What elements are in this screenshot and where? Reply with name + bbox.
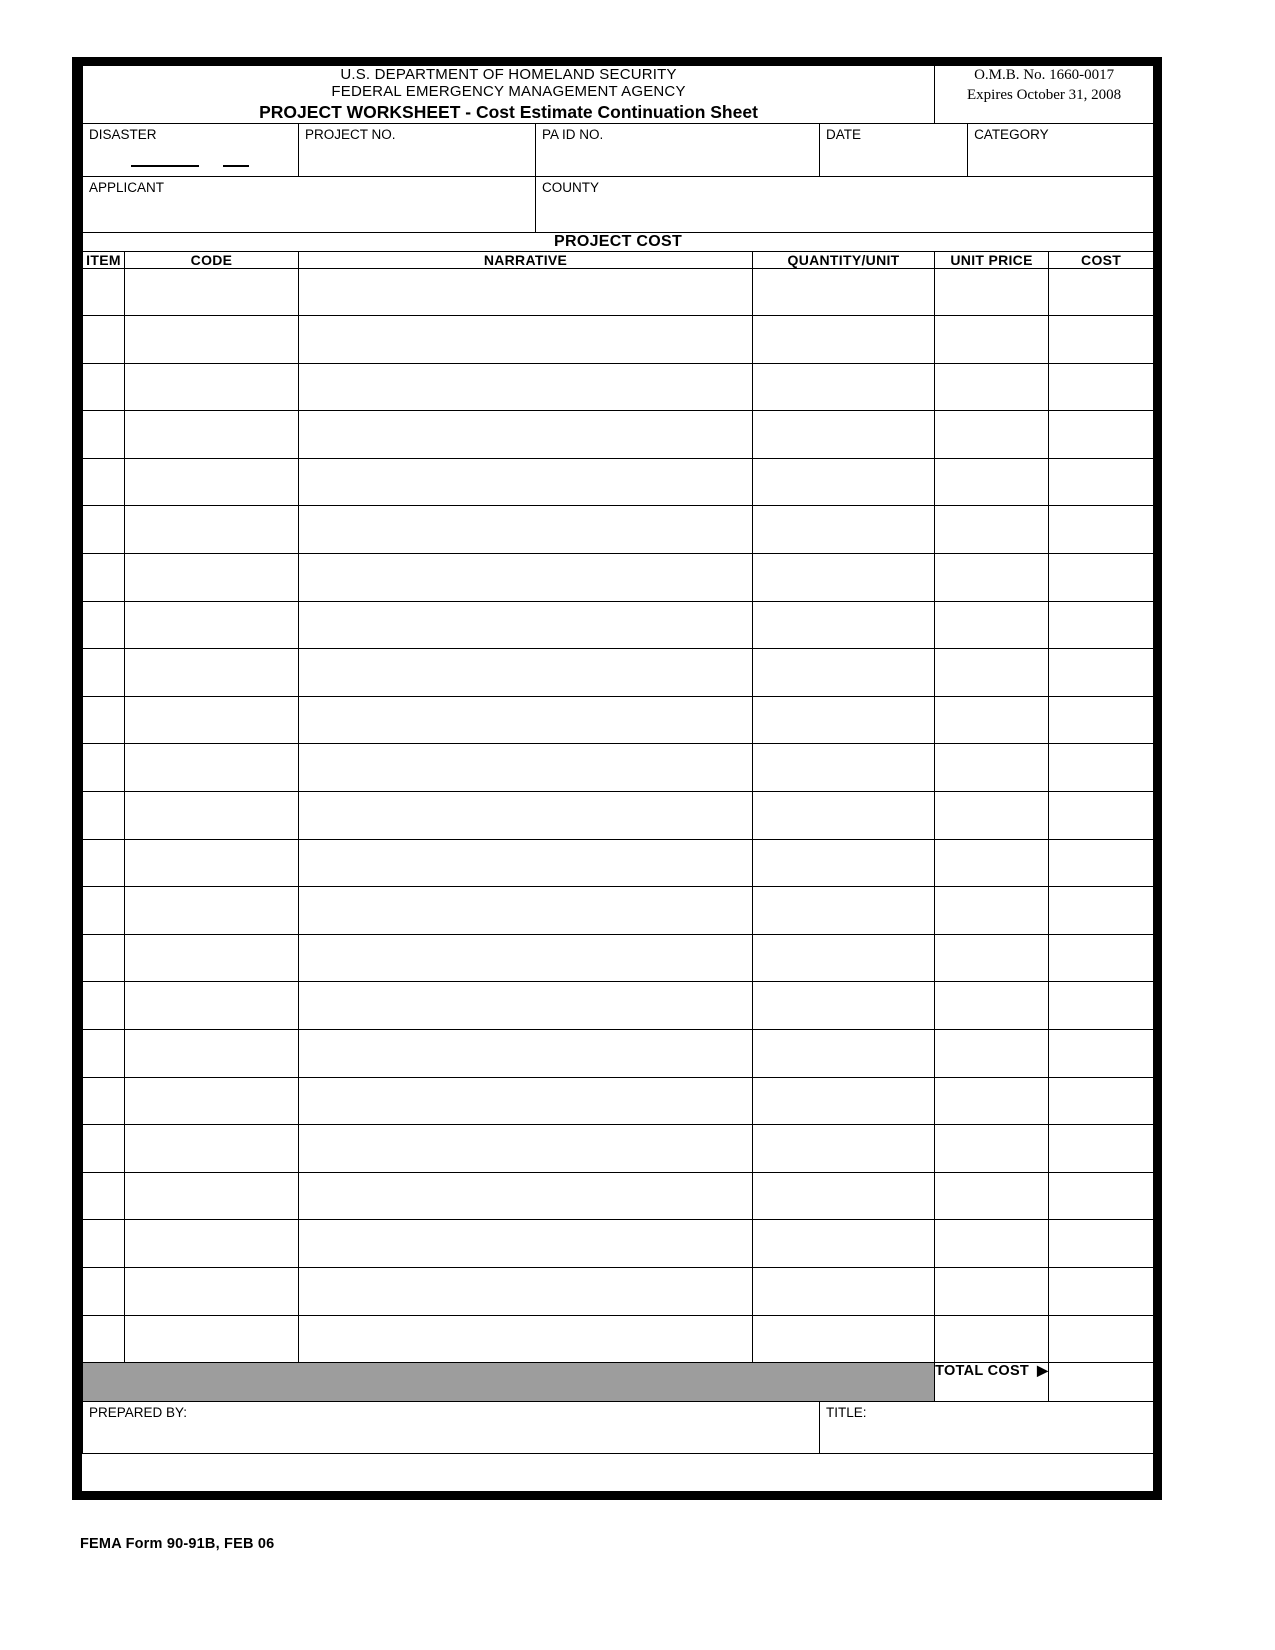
cell-unit-price[interactable] bbox=[935, 411, 1049, 459]
disaster-blank-long bbox=[131, 165, 199, 167]
table-row bbox=[83, 1220, 1154, 1268]
cell-unit-price[interactable] bbox=[935, 744, 1049, 792]
cell-quantity-unit[interactable] bbox=[753, 1030, 935, 1078]
identification-row bbox=[83, 123, 1154, 176]
signature-row bbox=[83, 1402, 1154, 1454]
county-field[interactable] bbox=[536, 176, 1154, 232]
cell-quantity-unit[interactable] bbox=[753, 601, 935, 649]
cell-unit-price[interactable] bbox=[935, 1267, 1049, 1315]
cell-item[interactable] bbox=[83, 1077, 125, 1125]
cell-code[interactable] bbox=[125, 839, 299, 887]
cell-item[interactable] bbox=[83, 1125, 125, 1173]
cell-code[interactable] bbox=[125, 887, 299, 935]
cell-code[interactable] bbox=[125, 1267, 299, 1315]
cell-quantity-unit[interactable] bbox=[753, 363, 935, 411]
cell-code[interactable] bbox=[125, 982, 299, 1030]
project-cost-title: PROJECT COST bbox=[83, 232, 1154, 251]
cell-quantity-unit[interactable] bbox=[753, 982, 935, 1030]
cell-code[interactable] bbox=[125, 1125, 299, 1173]
omb-expiration: Expires October 31, 2008 bbox=[967, 86, 1122, 103]
cell-unit-price[interactable] bbox=[935, 839, 1049, 887]
category-label: CATEGORY bbox=[974, 126, 1049, 142]
cell-unit-price[interactable] bbox=[935, 316, 1049, 364]
cell-quantity-unit[interactable] bbox=[753, 316, 935, 364]
table-row bbox=[83, 601, 1154, 649]
cell-code[interactable] bbox=[125, 1172, 299, 1220]
column-header-item: ITEM bbox=[83, 251, 125, 268]
total-cost-text: TOTAL COST bbox=[935, 1363, 1030, 1380]
cell-cost[interactable] bbox=[1049, 887, 1154, 935]
cell-item[interactable] bbox=[83, 458, 125, 506]
cell-cost[interactable] bbox=[1049, 839, 1154, 887]
table-row bbox=[83, 506, 1154, 554]
cell-unit-price[interactable] bbox=[935, 363, 1049, 411]
cell-item[interactable] bbox=[83, 1172, 125, 1220]
table-row bbox=[83, 554, 1154, 602]
pa-id-no-field[interactable] bbox=[536, 123, 820, 176]
cell-cost[interactable] bbox=[1049, 1172, 1154, 1220]
cell-unit-price[interactable] bbox=[935, 982, 1049, 1030]
project-cost-band-row bbox=[83, 232, 1154, 251]
cell-quantity-unit[interactable] bbox=[753, 744, 935, 792]
cell-code[interactable] bbox=[125, 506, 299, 554]
disaster-blank-short bbox=[223, 165, 249, 167]
cell-cost[interactable] bbox=[1049, 934, 1154, 982]
total-cost-arrow-icon: ▶ bbox=[1037, 1362, 1049, 1379]
cell-cost[interactable] bbox=[1049, 1030, 1154, 1078]
cell-code[interactable] bbox=[125, 1077, 299, 1125]
cell-cost[interactable] bbox=[1049, 1267, 1154, 1315]
cell-cost[interactable] bbox=[1049, 649, 1154, 697]
table-row bbox=[83, 1077, 1154, 1125]
agency-line-1: U.S. DEPARTMENT OF HOMELAND SECURITY bbox=[340, 66, 677, 83]
disaster-field[interactable] bbox=[83, 123, 299, 176]
cell-quantity-unit[interactable] bbox=[753, 1267, 935, 1315]
cell-quantity-unit[interactable] bbox=[753, 1172, 935, 1220]
cell-quantity-unit[interactable] bbox=[753, 649, 935, 697]
cell-narrative[interactable] bbox=[299, 316, 753, 364]
cell-unit-price[interactable] bbox=[935, 1315, 1049, 1363]
cell-item[interactable] bbox=[83, 411, 125, 459]
cell-quantity-unit[interactable] bbox=[753, 458, 935, 506]
cell-unit-price[interactable] bbox=[935, 792, 1049, 840]
cell-cost[interactable] bbox=[1049, 554, 1154, 602]
column-header-unit-price: UNIT PRICE bbox=[935, 251, 1049, 268]
cell-quantity-unit[interactable] bbox=[753, 411, 935, 459]
cell-cost[interactable] bbox=[1049, 411, 1154, 459]
cell-code[interactable] bbox=[125, 268, 299, 316]
cell-item[interactable] bbox=[83, 792, 125, 840]
table-row bbox=[83, 934, 1154, 982]
cell-item[interactable] bbox=[83, 1220, 125, 1268]
pa-id-no-label: PA ID NO. bbox=[542, 126, 604, 142]
cell-quantity-unit[interactable] bbox=[753, 1125, 935, 1173]
total-filler-strip bbox=[83, 1363, 935, 1402]
cell-item[interactable] bbox=[83, 696, 125, 744]
table-row bbox=[83, 411, 1154, 459]
cell-item[interactable] bbox=[83, 1315, 125, 1363]
cell-code[interactable] bbox=[125, 363, 299, 411]
cell-narrative[interactable] bbox=[299, 744, 753, 792]
cell-quantity-unit[interactable] bbox=[753, 696, 935, 744]
cell-narrative[interactable] bbox=[299, 1125, 753, 1173]
cell-item[interactable] bbox=[83, 649, 125, 697]
column-header-quantity-unit: QUANTITY/UNIT bbox=[753, 251, 935, 268]
cell-cost[interactable] bbox=[1049, 1125, 1154, 1173]
cell-item[interactable] bbox=[83, 363, 125, 411]
column-header-cost: COST bbox=[1049, 251, 1154, 268]
cell-narrative[interactable] bbox=[299, 887, 753, 935]
cell-narrative[interactable] bbox=[299, 792, 753, 840]
table-row bbox=[83, 696, 1154, 744]
table-row bbox=[83, 792, 1154, 840]
prepared-by-label: PREPARED BY: bbox=[89, 1405, 188, 1421]
county-label: COUNTY bbox=[542, 179, 599, 195]
agency-header-cell bbox=[83, 66, 935, 124]
cell-quantity-unit[interactable] bbox=[753, 792, 935, 840]
omb-cell bbox=[935, 66, 1154, 124]
cell-unit-price[interactable] bbox=[935, 1220, 1049, 1268]
cell-cost[interactable] bbox=[1049, 1220, 1154, 1268]
table-row bbox=[83, 363, 1154, 411]
agency-line-2: FEDERAL EMERGENCY MANAGEMENT AGENCY bbox=[331, 83, 686, 101]
applicant-field[interactable] bbox=[83, 176, 536, 232]
cell-unit-price[interactable] bbox=[935, 601, 1049, 649]
cell-unit-price[interactable] bbox=[935, 458, 1049, 506]
total-cost-label bbox=[935, 1363, 1049, 1402]
cell-unit-price[interactable] bbox=[935, 1125, 1049, 1173]
cell-cost[interactable] bbox=[1049, 268, 1154, 316]
cell-item[interactable] bbox=[83, 1267, 125, 1315]
cell-quantity-unit[interactable] bbox=[753, 1077, 935, 1125]
cell-narrative[interactable] bbox=[299, 363, 753, 411]
cell-narrative[interactable] bbox=[299, 839, 753, 887]
cell-unit-price[interactable] bbox=[935, 1077, 1049, 1125]
cell-unit-price[interactable] bbox=[935, 1172, 1049, 1220]
cell-item[interactable] bbox=[83, 554, 125, 602]
cell-narrative[interactable] bbox=[299, 1172, 753, 1220]
cell-code[interactable] bbox=[125, 458, 299, 506]
table-row bbox=[83, 268, 1154, 316]
form-border-frame bbox=[72, 57, 1162, 1500]
cell-cost[interactable] bbox=[1049, 792, 1154, 840]
table-row bbox=[83, 744, 1154, 792]
applicant-label: APPLICANT bbox=[89, 179, 165, 195]
table-row bbox=[83, 1315, 1154, 1363]
cell-code[interactable] bbox=[125, 934, 299, 982]
cell-code[interactable] bbox=[125, 411, 299, 459]
date-field[interactable] bbox=[820, 123, 968, 176]
form-title: PROJECT WORKSHEET - Cost Estimate Continuation Sheet bbox=[259, 101, 758, 122]
table-row bbox=[83, 1172, 1154, 1220]
title-field[interactable] bbox=[820, 1402, 1154, 1454]
column-header-row bbox=[83, 251, 1154, 268]
cell-code[interactable] bbox=[125, 601, 299, 649]
cell-unit-price[interactable] bbox=[935, 696, 1049, 744]
cell-item[interactable] bbox=[83, 982, 125, 1030]
cell-item[interactable] bbox=[83, 887, 125, 935]
cell-cost[interactable] bbox=[1049, 316, 1154, 364]
column-header-narrative: NARRATIVE bbox=[299, 251, 753, 268]
table-row bbox=[83, 839, 1154, 887]
cell-unit-price[interactable] bbox=[935, 554, 1049, 602]
form-body bbox=[82, 65, 1153, 1491]
cell-cost[interactable] bbox=[1049, 601, 1154, 649]
omb-number: O.M.B. No. 1660-0017 bbox=[974, 67, 1115, 83]
cell-code[interactable] bbox=[125, 1220, 299, 1268]
cell-narrative[interactable] bbox=[299, 696, 753, 744]
cell-code[interactable] bbox=[125, 649, 299, 697]
cell-cost[interactable] bbox=[1049, 696, 1154, 744]
cell-item[interactable] bbox=[83, 839, 125, 887]
total-cost-value[interactable] bbox=[1049, 1363, 1154, 1402]
cell-quantity-unit[interactable] bbox=[753, 887, 935, 935]
cell-quantity-unit[interactable] bbox=[753, 506, 935, 554]
project-no-label: PROJECT NO. bbox=[305, 126, 396, 142]
cell-code[interactable] bbox=[125, 1030, 299, 1078]
cell-code[interactable] bbox=[125, 1315, 299, 1363]
category-field[interactable] bbox=[968, 123, 1154, 176]
cell-narrative[interactable] bbox=[299, 1077, 753, 1125]
cell-narrative[interactable] bbox=[299, 506, 753, 554]
table-row bbox=[83, 887, 1154, 935]
column-header-code: CODE bbox=[125, 251, 299, 268]
cell-item[interactable] bbox=[83, 601, 125, 649]
form-number-footer: FEMA Form 90-91B, FEB 06 bbox=[80, 1536, 275, 1552]
cell-cost[interactable] bbox=[1049, 1077, 1154, 1125]
disaster-label: DISASTER bbox=[89, 126, 157, 142]
total-cost-row bbox=[83, 1363, 1154, 1402]
cell-narrative[interactable] bbox=[299, 554, 753, 602]
cell-cost[interactable] bbox=[1049, 982, 1154, 1030]
table-row bbox=[83, 1030, 1154, 1078]
header-row bbox=[83, 66, 1154, 124]
cell-item[interactable] bbox=[83, 744, 125, 792]
date-label: DATE bbox=[826, 126, 862, 142]
cell-narrative[interactable] bbox=[299, 601, 753, 649]
cell-quantity-unit[interactable] bbox=[753, 268, 935, 316]
project-no-field[interactable] bbox=[299, 123, 536, 176]
cell-code[interactable] bbox=[125, 696, 299, 744]
cell-narrative[interactable] bbox=[299, 1315, 753, 1363]
cell-narrative[interactable] bbox=[299, 1220, 753, 1268]
cell-unit-price[interactable] bbox=[935, 887, 1049, 935]
table-row bbox=[83, 982, 1154, 1030]
title-label: TITLE: bbox=[826, 1405, 867, 1421]
cell-cost[interactable] bbox=[1049, 506, 1154, 554]
cell-unit-price[interactable] bbox=[935, 506, 1049, 554]
cell-narrative[interactable] bbox=[299, 982, 753, 1030]
table-row bbox=[83, 649, 1154, 697]
cell-code[interactable] bbox=[125, 744, 299, 792]
cell-narrative[interactable] bbox=[299, 649, 753, 697]
cell-unit-price[interactable] bbox=[935, 934, 1049, 982]
cell-cost[interactable] bbox=[1049, 363, 1154, 411]
cell-narrative[interactable] bbox=[299, 458, 753, 506]
table-row bbox=[83, 1267, 1154, 1315]
cell-code[interactable] bbox=[125, 316, 299, 364]
cell-unit-price[interactable] bbox=[935, 268, 1049, 316]
applicant-row bbox=[83, 176, 1154, 232]
cell-unit-price[interactable] bbox=[935, 649, 1049, 697]
cell-unit-price[interactable] bbox=[935, 1030, 1049, 1078]
table-row bbox=[83, 1125, 1154, 1173]
cell-narrative[interactable] bbox=[299, 268, 753, 316]
cell-item[interactable] bbox=[83, 316, 125, 364]
cell-item[interactable] bbox=[83, 268, 125, 316]
cell-item[interactable] bbox=[83, 1030, 125, 1078]
cell-quantity-unit[interactable] bbox=[753, 1220, 935, 1268]
table-row bbox=[83, 458, 1154, 506]
cell-quantity-unit[interactable] bbox=[753, 839, 935, 887]
cell-quantity-unit[interactable] bbox=[753, 934, 935, 982]
cell-narrative[interactable] bbox=[299, 1267, 753, 1315]
cell-code[interactable] bbox=[125, 554, 299, 602]
cell-quantity-unit[interactable] bbox=[753, 1315, 935, 1363]
cell-narrative[interactable] bbox=[299, 411, 753, 459]
table-row bbox=[83, 316, 1154, 364]
cell-cost[interactable] bbox=[1049, 458, 1154, 506]
cell-cost[interactable] bbox=[1049, 744, 1154, 792]
cell-code[interactable] bbox=[125, 792, 299, 840]
cell-item[interactable] bbox=[83, 506, 125, 554]
cell-quantity-unit[interactable] bbox=[753, 554, 935, 602]
prepared-by-field[interactable] bbox=[83, 1402, 820, 1454]
cell-cost[interactable] bbox=[1049, 1315, 1154, 1363]
cell-item[interactable] bbox=[83, 934, 125, 982]
cell-narrative[interactable] bbox=[299, 934, 753, 982]
project-worksheet-table bbox=[82, 65, 1154, 1454]
cell-narrative[interactable] bbox=[299, 1030, 753, 1078]
